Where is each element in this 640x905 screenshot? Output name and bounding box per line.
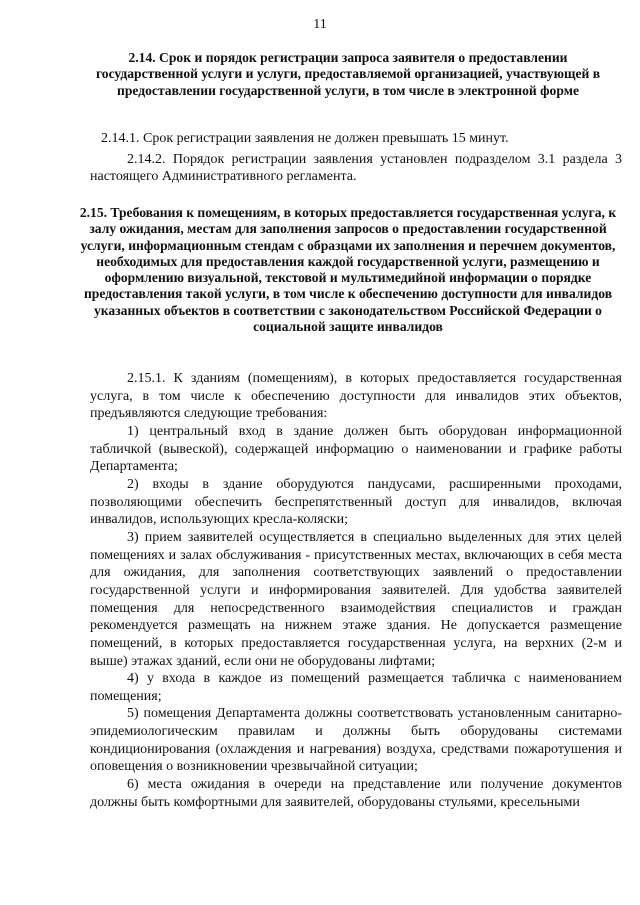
paragraph-2-15-1: 2.15.1. К зданиям (помещениям), в которых предоставляется государственная услуга, в том числе к обеспечению доступности для инвалидов этих объектов, предъявляются следующие требования: xyxy=(90,371,622,422)
paragraph-2-14-1: 2.14.1. Срок регистрации заявления не должен превышать 15 минут. xyxy=(101,131,509,146)
section-2-15-heading: 2.15. Требования к помещениям, в которых предоставляется государственная услуга, к залу ожидания, местам для заполнения запросов о предоставлении государственной услуги, информационным стендам с образцами их заполнения и перечнем документов, необходимых для предоставления каждой государственной услуги, размещению и оформлению визуальной, текстовой и мультимедийной информации о порядке предоставления такой услуги, в том числе к обеспечению доступности для инвалидов указанных объектов в соответствии с законодательством Российской Федерации о социальной защите инвалидов xyxy=(79,205,617,335)
paragraph-2-14-2: 2.14.2. Порядок регистрации заявления установлен подразделом 3.1 раздела 3 настоящего Административного регламента. xyxy=(90,152,622,184)
requirement-item-1: 1) центральный вход в здание должен быть оборудован информационной табличкой (вывеской), содержащей информацию о наименовании и графике работы Департамента; xyxy=(90,423,622,475)
requirement-item-6: 6) места ожидания в очереди на представление или получение документов должны быть комфортными для заявителей, оборудованы стульями, кресельными xyxy=(90,777,622,810)
requirement-item-2: 2) входы в здание оборудуются пандусами, расширенными проходами, позволяющими обеспечить беспрепятственный доступ для инвалидов, включая инвалидов, использующих кресла-коляски; xyxy=(90,476,622,528)
requirement-item-5: 5) помещения Департамента должны соответствовать установленным санитарно-эпидемиологическим правилам и должны быть оборудованы системами кондиционирования (охлаждения и нагревания) воздуха, средствами пожаротушения и оповещения о возникновении чрезвычайной ситуации; xyxy=(90,706,622,775)
page-number: 11 xyxy=(313,17,327,32)
section-2-15-body xyxy=(90,370,622,811)
requirement-item-4: 4) у входа в каждое из помещений размещается табличка с наименованием помещения; xyxy=(90,671,622,704)
requirement-item-3: 3) прием заявителей осуществляется в специально выделенных для этих целей помещениях и залах обслуживания - присутственных местах, включающих в себя места для ожидания, для заполнения соответствующих заявлений о предоставлении государственной услуги и информирования заявителей. Для удобства заявителей помещения для непосредственного взаимодействия специалистов и граждан рекомендуется размещать на нижнем этаже здания. Не допускается размещение помещений, в которых предоставляется государственная услуга, на верхних (2-м и выше) этажах зданий, если они не оборудованы лифтами; xyxy=(90,529,622,669)
section-2-14-heading: 2.14. Срок и порядок регистрации запроса заявителя о предоставлении государственной услуги и услуги, предоставляемой организацией, участвующей в предоставлении государственной услуги, в том числе в электронной форме xyxy=(95,50,601,98)
